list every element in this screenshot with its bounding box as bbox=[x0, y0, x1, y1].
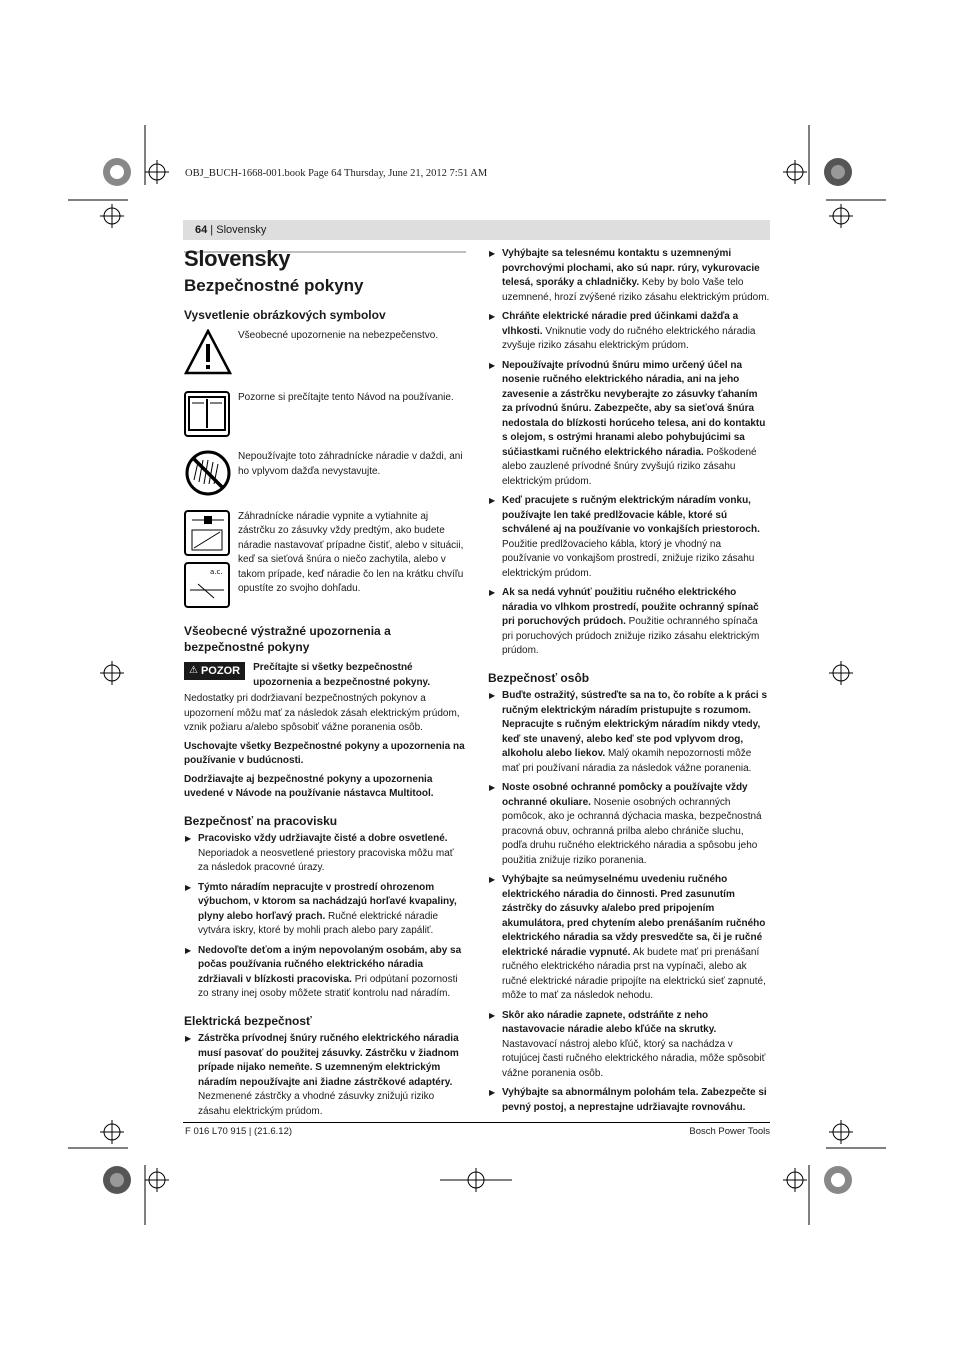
general-warnings-heading: Všeobecné výstražné upozornenia a bezpečnostné pokyny bbox=[184, 624, 391, 654]
pozor-text: Nedostatky pri dodržiavaní bezpečnostných pokynov a upozornení môžu mať za následok zásah elektrickým prúdom, vznik požiaru a/alebo spôsobiť vážne poranenia osôb. bbox=[184, 693, 460, 733]
header-bar bbox=[183, 220, 770, 240]
header-language: Slovensky bbox=[216, 224, 267, 236]
pozor-badge: ⚠ POZOR bbox=[184, 662, 245, 680]
symbol-text: Všeobecné upozornenie na nebezpečenstvo. bbox=[238, 330, 439, 341]
warning-triangle-icon: ⚠ bbox=[189, 664, 198, 676]
page-number: 64 bbox=[195, 224, 208, 236]
list-item: ▶ Týmto náradím nepracujte v prostredí ohrozenom výbuchom, v ktorom sa nachádzajú horľavé kvapaliny, plyny alebo horľavý prach. Ručné elektrické náradie vytvára iskry, ktoré by mohli prach alebo pary zapáliť. bbox=[184, 881, 466, 939]
keep-instructions: Uschovajte všetky Bezpečnostné pokyny a upozornenia na používanie v budúcnosti. bbox=[184, 740, 465, 766]
personal-heading: Bezpečnosť osôb bbox=[488, 670, 590, 685]
symbol-row bbox=[184, 510, 466, 616]
svg-text:a.c.: a.c. bbox=[210, 567, 223, 576]
no-rain-icon bbox=[184, 450, 234, 502]
symbol-text: Nepoužívajte toto záhradnícke náradie v daždi, ani ho vplyvom dažďa nevystavujte. bbox=[238, 451, 463, 477]
header-separator: | bbox=[207, 224, 217, 236]
electrical-heading: Elektrická bezpečnosť bbox=[184, 1013, 312, 1028]
section-title: Bezpečnostné pokyny bbox=[184, 275, 364, 295]
observe-instructions: Dodržiavajte aj bezpečnostné pokyny a upozornenia uvedené v Návode na používanie nástavca Multitool. bbox=[184, 773, 434, 799]
footer-doc-number: F 016 L70 915 | (21.6.12) bbox=[185, 1126, 293, 1137]
manual-book-icon bbox=[184, 391, 234, 443]
list-item: ▶ Skôr ako náradie zapnete, odstráňte z neho nastavovacie náradie alebo kľúče na skrutky. Nastavovací nástroj alebo kľúč, ktorý sa nachádza v rotujúcej časti ručného elektrického náradia, môže spôsobiť vážne poranenia osôb. bbox=[488, 1009, 770, 1082]
symbol-text: Záhradnícke náradie vypnite a vytiahnite aj zástrčku zo zásuvky vždy predtým, ako budete náradie nastavovať prípadne čistiť, alebo v situácii, keď sa sieťová šnúra o niečo zachytila, alebo v takom prípade, keď náradie čo len na krátku chvíľu opustíte zo svojho dohľadu. bbox=[238, 510, 464, 594]
warning-triangle-icon bbox=[184, 329, 234, 381]
list-item: ▶ Chráňte elektrické náradie pred účinkami dažďa a vlhkosti. Vniknutie vody do ručného elektrického náradia zvyšuje riziko zásahu elektrickým prúdom. bbox=[488, 310, 770, 354]
symbol-row bbox=[184, 329, 466, 381]
pozor-lead: Prečítajte si všetky bezpečnostné upozornenia a bezpečnostné pokyny. bbox=[253, 662, 431, 688]
list-item: ▶ Pracovisko vždy udržiavajte čisté a dobre osvetlené. Neporiadok a neosvetlené priestory pracoviska môžu mať za následok pracovné úrazy. bbox=[184, 832, 466, 876]
left-column bbox=[184, 246, 466, 1124]
symbol-row bbox=[184, 391, 466, 443]
list-item: ▶ Nedovoľte deťom a iným nepovolaným osobám, aby sa počas používania ručného elektrického náradia zdržiavali v blízkosti pracoviska. Pri odpútaní pozornosti zo strany inej osoby môžete stratiť kontrolu nad náradím. bbox=[184, 944, 466, 1002]
pozor-row bbox=[184, 661, 466, 690]
list-item: ▶ Zástrčka prívodnej šnúry ručného elektrického náradia musí pasovať do použitej zásuvky. Zástrčku v žiadnom prípade nijako nemeňte. S uzemneným elektrickým náradím nepoužívajte ani žiadne zástrčkové adaptéry. Nezmenené zástrčky a vhodné zásuvky znižujú riziko zásahu elektrickým prúdom. bbox=[184, 1032, 466, 1119]
unplug-icon bbox=[184, 510, 234, 616]
right-column bbox=[488, 247, 770, 1120]
list-item: ▶ Vyhýbajte sa neúmyselnému uvedeniu ručného elektrického náradia do činnosti. Pred zasunutím zástrčky do zásuvky a/alebo pred pripojením akumulátora, pred chytením alebo prenášaním ručného elektrického náradia sa vždy presvedčte sa, či je ručné elektrické náradie vypnuté. Ak budete mať pri prenášaní ručného elektrického náradia prst na vypínači, alebo ak ručné elektrické náradie pripojíte na elektrickú sieť zapnuté, môže to mať za následok nehodu. bbox=[488, 873, 770, 1004]
symbol-text: Pozorne si prečítajte tento Návod na používanie. bbox=[238, 391, 454, 403]
list-item: ▶ Buďte ostražitý, sústreďte sa na to, čo robíte a k práci s ručným elektrickým náradím pristupujte s rozumom. Nepracujte s ručným elektrickým náradím nikdy vtedy, keď ste unavený, alebo keď ste pod vplyvom drog, alkoholu alebo liekov. Malý okamih nepozornosti môže mať pri používaní náradia za následok vážne poranenia. bbox=[488, 689, 770, 776]
list-item: ▶ Vyhýbajte sa telesnému kontaktu s uzemnenými povrchovými plochami, ako sú napr. rúry, vykurovacie telesá, sporáky a chladničky. Keby by bolo Vaše telo uzemnené, hrozí zvýšené riziko zásahu elektrickým prúdom. bbox=[488, 247, 770, 305]
page-title: Slovensky bbox=[184, 246, 291, 271]
symbol-row bbox=[184, 450, 466, 502]
list-item: ▶ Keď pracujete s ručným elektrickým náradím vonku, používajte len také predlžovacie káble, ktoré sú schválené aj na používanie vo vonkajších priestoroch. Použitie predlžovacieho kábla, ktorý je vhodný na používanie vo vonkajšom prostredí, znižuje riziko zásahu elektrickým prúdom. bbox=[488, 494, 770, 581]
footer-rule bbox=[183, 1122, 770, 1123]
print-info: OBJ_BUCH-1668-001.book Page 64 Thursday, June 21, 2012 7:51 AM bbox=[185, 168, 488, 179]
list-item: ▶ Ak sa nedá vyhnúť použitiu ručného elektrického náradia vo vlhkom prostredí, použite ochranný spínač pri poruchových prúdoch. Použitie ochranného spínača pri poruchových prúdoch znižuje riziko zásahu elektrickým prúdom. bbox=[488, 586, 770, 659]
symbols-heading: Vysvetlenie obrázkových symbolov bbox=[184, 308, 386, 322]
footer-brand: Bosch Power Tools bbox=[689, 1126, 770, 1137]
workplace-heading: Bezpečnosť na pracovisku bbox=[184, 813, 338, 828]
list-item: ▶ Noste osobné ochranné pomôcky a používajte vždy ochranné okuliare. Nosenie osobných ochranných pomôcok, ako je ochranná dýchacia maska, bezpečnostná pracovná obuv, ochranná prilba alebo chrániče sluchu, podľa druhu ručného elektrického náradia a spôsobu jeho použitia znižuje riziko poranenia. bbox=[488, 781, 770, 868]
page-header bbox=[195, 224, 266, 236]
list-item: ▶ Vyhýbajte sa abnormálnym polohám tela. Zabezpečte si pevný postoj, a neprestajne udržiavajte rovnováhu. bbox=[488, 1086, 770, 1115]
list-item: ▶ Nepoužívajte prívodnú šnúru mimo určený účel na nosenie ručného elektrického náradia, ani na jeho zavesenie a zástrčku nevyberajte zo zásuvky ťahaním za prívodnú šnúru. Zabezpečte, aby sa sieťová šnúra nedostala do blízkosti horúceho telesa, ani do kontaktu s olejom, s ostrými hranami alebo pohybujúcimi sa súčiastkami ručného elektrického náradia. Poškodené alebo zauzlené prívodné šnúry zvyšujú riziko zásahu elektrickým prúdom. bbox=[488, 359, 770, 490]
